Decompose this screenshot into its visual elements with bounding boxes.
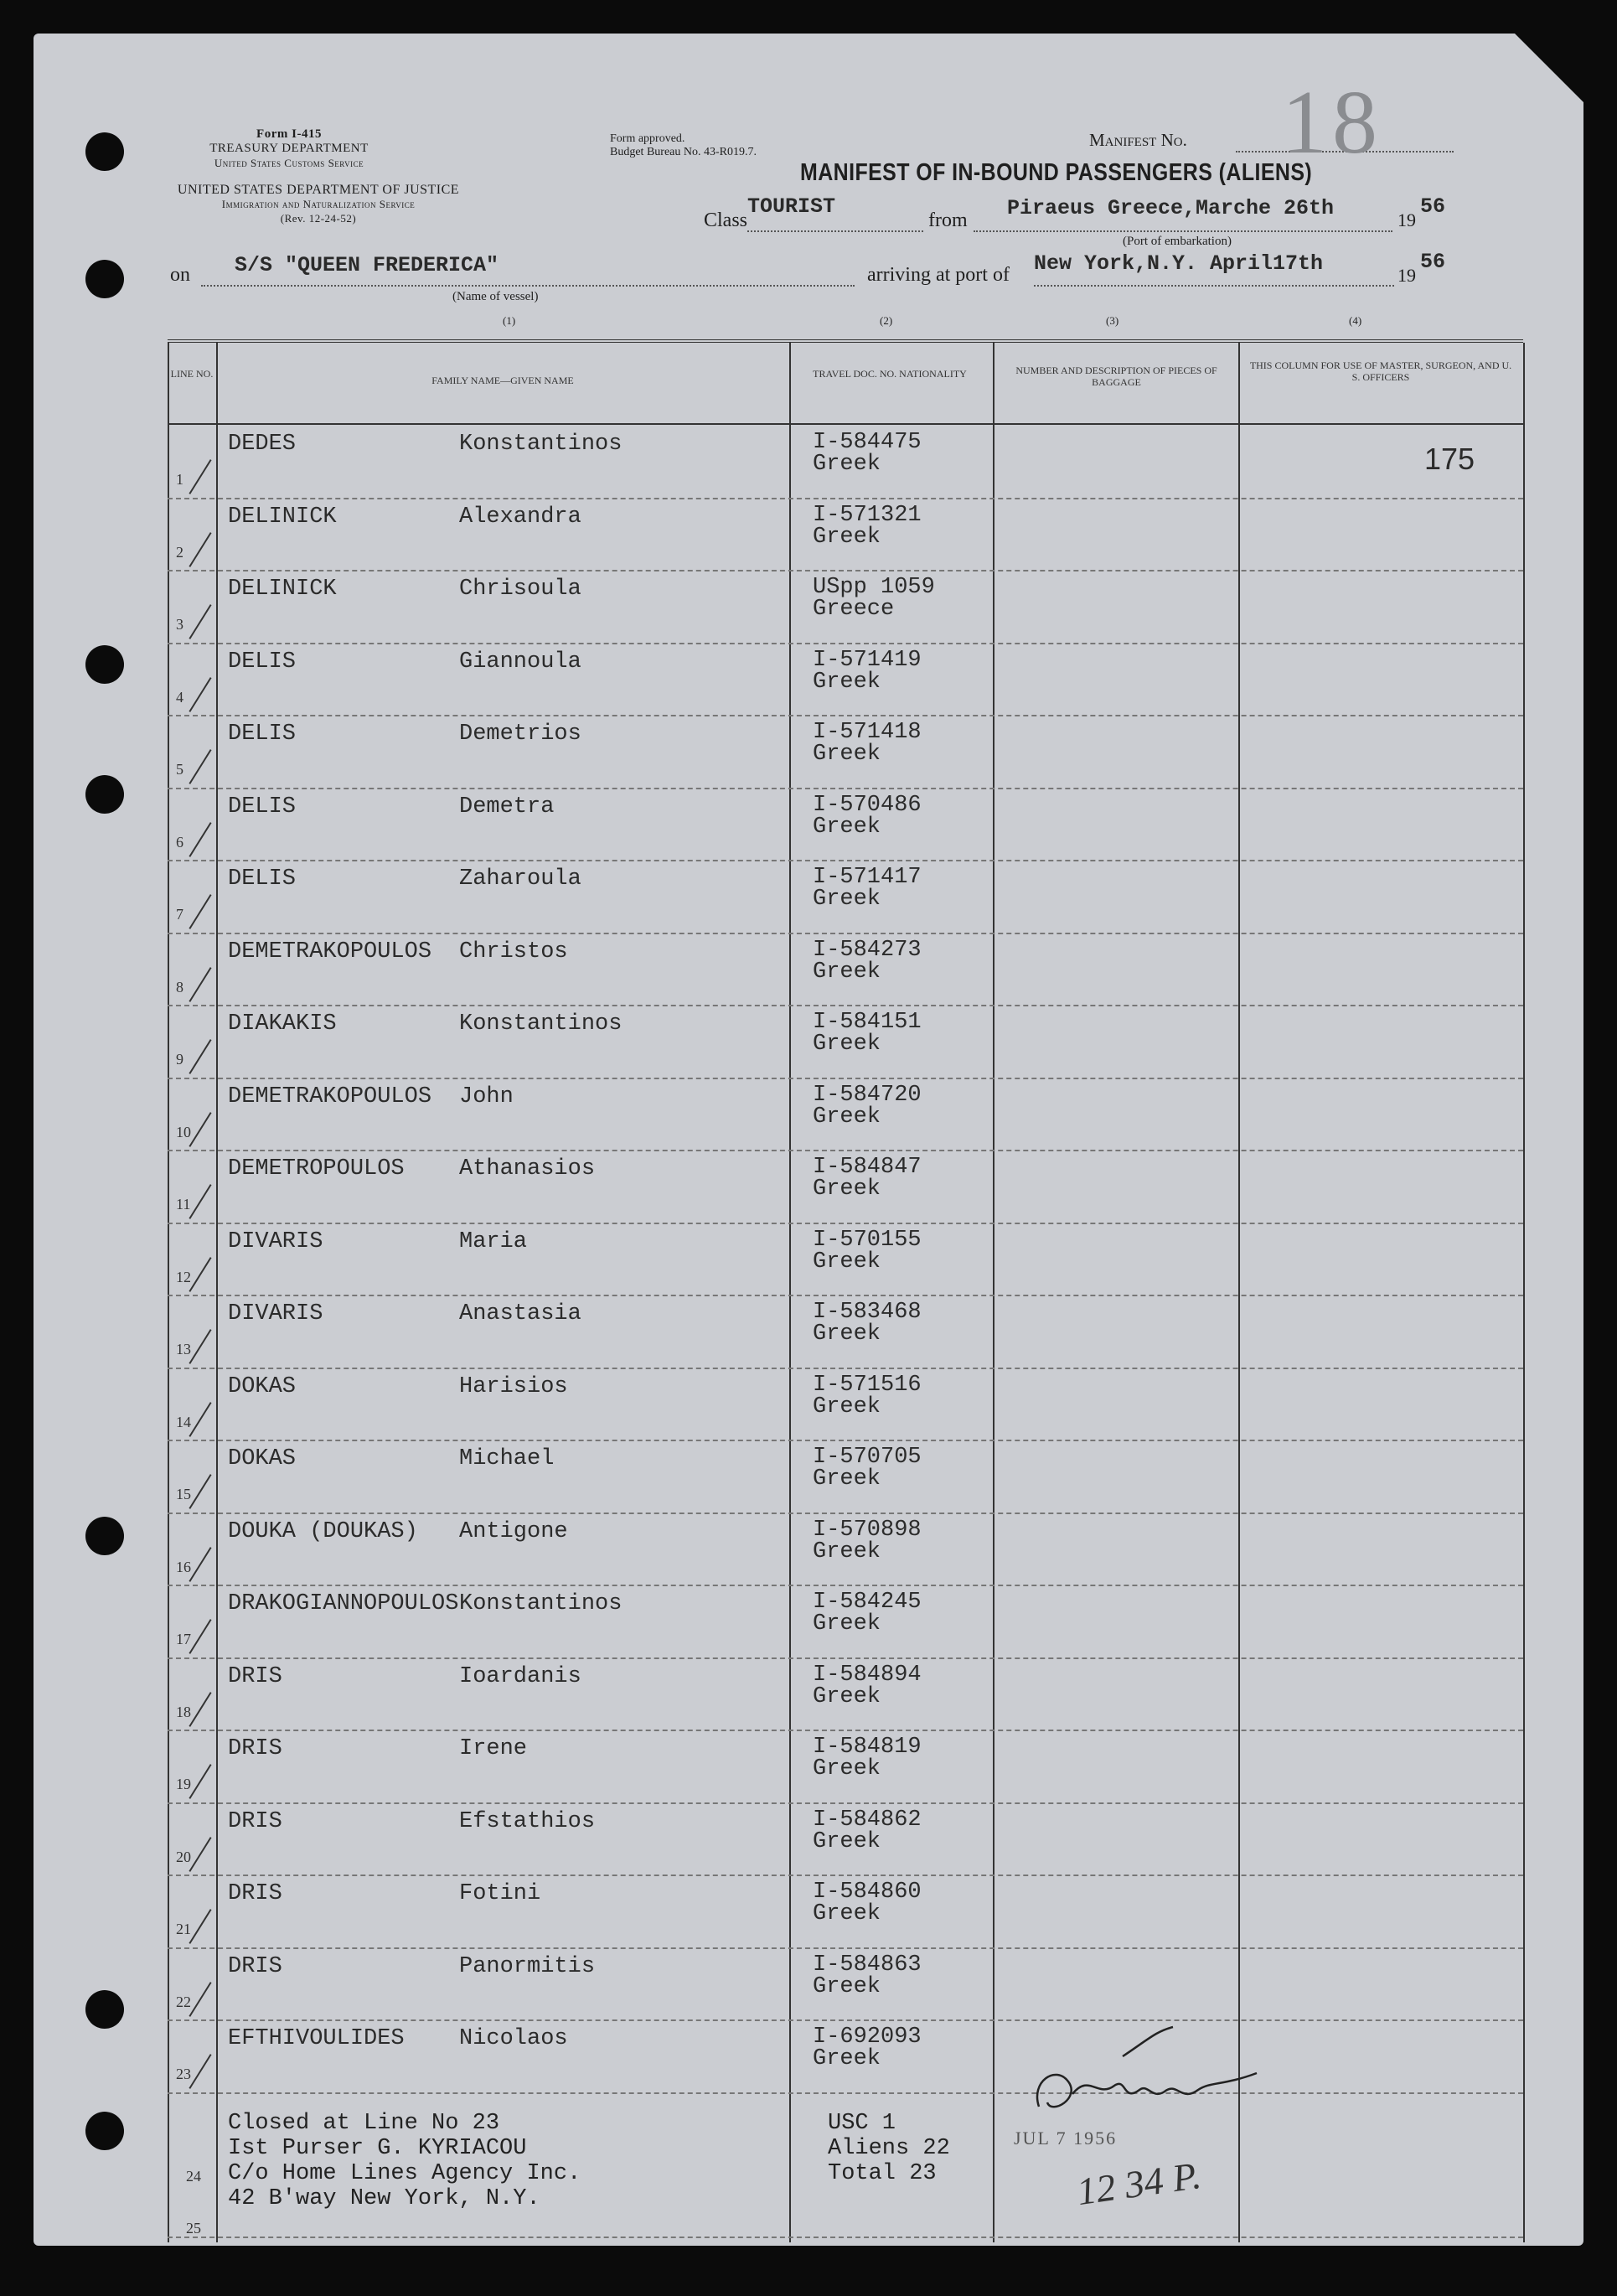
nationality: Greek <box>813 1828 881 1854</box>
punch-hole <box>85 1990 124 2029</box>
nationality: Greek <box>813 1032 881 1057</box>
line-number: 3 <box>176 616 183 633</box>
manifest-no-label: Manifest No. <box>1089 130 1187 150</box>
class-line <box>747 230 923 232</box>
check-mark <box>189 604 211 639</box>
row-separator <box>168 570 1523 571</box>
punch-hole <box>85 1517 124 1555</box>
travel-doc-number: I-571321 <box>813 502 922 528</box>
travel-doc-number: I-692093 <box>813 2025 922 2050</box>
manifest-title: MANIFEST OF IN-BOUND PASSENGERS (ALIENS) <box>800 159 1313 186</box>
given-name: Anastasia <box>459 1301 581 1326</box>
year-prefix-1: 19 <box>1397 209 1416 230</box>
line-number: 5 <box>176 761 183 778</box>
line-number: 20 <box>176 1848 191 1865</box>
nationality: Greece <box>813 597 895 622</box>
check-mark <box>189 822 211 857</box>
torn-corner <box>1511 30 1587 106</box>
col-divider <box>993 343 994 2242</box>
travel-doc-number: I-570898 <box>813 1517 922 1543</box>
col-header-travel-doc: TRAVEL DOC. NO. NATIONALITY <box>813 368 967 380</box>
col-number-2: (2) <box>880 314 893 327</box>
line-number: 10 <box>176 1123 191 1140</box>
check-mark <box>189 1039 211 1074</box>
travel-doc-number: I-571417 <box>813 865 922 890</box>
family-name: EFTHIVOULIDES <box>228 2026 405 2051</box>
given-name: Konstantinos <box>459 1011 623 1037</box>
nationality: Greek <box>813 959 881 985</box>
line-number: 18 <box>176 1703 191 1720</box>
row-separator <box>168 1513 1523 1514</box>
nationality: Greek <box>813 1611 881 1637</box>
date-stamp: JUL 7 1956 <box>1014 2128 1118 2149</box>
closed-line-text: Closed at Line No 23 <box>228 2111 500 2136</box>
family-name: DRIS <box>228 1736 282 1761</box>
given-name: Demetra <box>459 794 555 820</box>
form-approved: Form approved. <box>610 132 685 145</box>
row-separator <box>168 1730 1523 1731</box>
given-name: Michael <box>459 1446 555 1471</box>
line-number: 16 <box>176 1558 191 1575</box>
justice-block <box>168 183 469 225</box>
check-mark <box>189 1837 211 1872</box>
family-name: DOKAS <box>228 1373 297 1399</box>
nationality: Greek <box>813 1104 881 1130</box>
nationality: Greek <box>813 524 881 550</box>
check-mark <box>189 1329 211 1364</box>
col-header-line-no: LINE NO. <box>170 368 214 380</box>
given-name: Chrisoula <box>459 577 581 602</box>
col-number-1: (1) <box>503 314 516 327</box>
nationality: Greek <box>813 887 881 912</box>
family-name: DOKAS <box>228 1446 297 1471</box>
given-name: Christos <box>459 939 568 964</box>
given-name: Efstathios <box>459 1808 596 1834</box>
row-separator <box>168 1078 1523 1079</box>
family-name: DRIS <box>228 1953 282 1979</box>
check-mark <box>189 1112 211 1147</box>
line-number: 9 <box>176 1051 183 1068</box>
check-mark <box>189 1764 211 1799</box>
line-number: 4 <box>176 688 183 706</box>
treasury-dept: TREASURY DEPARTMENT <box>209 142 369 155</box>
line-number: 22 <box>176 1993 191 2010</box>
budget-bureau: Budget Bureau No. 43-R019.7. <box>610 146 757 158</box>
family-name: DELINICK <box>228 577 337 602</box>
check-mark <box>189 2054 211 2089</box>
nationality: Greek <box>813 2046 881 2071</box>
row-separator <box>168 1585 1523 1586</box>
revision-date: (Rev. 12-24-52) <box>280 212 357 225</box>
nationality: Greek <box>813 1538 881 1564</box>
row-separator <box>168 1150 1523 1151</box>
family-name: DEMETRAKOPOULOS <box>228 1083 432 1109</box>
year-value-2: 56 <box>1420 250 1446 274</box>
travel-doc-number: I-584475 <box>813 430 922 455</box>
col-header-baggage: NUMBER AND DESCRIPTION OF PIECES OF BAGGAGE <box>1015 365 1217 388</box>
form-id-block <box>168 127 411 170</box>
arrival-port-value: New York,N.Y. April17th <box>1034 251 1324 276</box>
port-embark-caption: (Port of embarkation) <box>1123 235 1232 248</box>
given-name: John <box>459 1083 514 1109</box>
ins-service: Immigration and Naturalization Service <box>221 198 416 210</box>
usc-count: USC 1 <box>828 2111 896 2136</box>
nationality: Greek <box>813 1321 881 1347</box>
embark-port-value: Piraeus Greece,Marche 26th <box>1007 196 1335 220</box>
line-number: 19 <box>176 1776 191 1792</box>
check-mark <box>189 1547 211 1582</box>
col-header-officers: THIS COLUMN FOR USE OF MASTER, SURGEON, AND U. S. OFFICERS <box>1249 359 1512 383</box>
vessel-line <box>201 285 855 287</box>
punch-hole <box>85 260 124 298</box>
given-name: Konstantinos <box>459 1591 623 1616</box>
col-divider <box>216 343 218 2242</box>
line-number: 7 <box>176 906 183 923</box>
arriving-line <box>1034 285 1394 287</box>
line-number: 24 <box>186 2168 201 2185</box>
travel-doc-number: I-584862 <box>813 1807 922 1833</box>
agency-text: C/o Home Lines Agency Inc. <box>228 2161 581 2186</box>
class-label: Class <box>704 209 748 231</box>
col-divider <box>789 343 791 2242</box>
passenger-table <box>168 339 1523 2242</box>
nationality: Greek <box>813 1901 881 1926</box>
check-mark <box>189 1402 211 1437</box>
row-separator <box>168 498 1523 499</box>
travel-doc-number: I-570705 <box>813 1445 922 1470</box>
justice-dept: UNITED STATES DEPARTMENT OF JUSTICE <box>177 183 460 197</box>
line-number: 1 <box>176 471 183 488</box>
travel-doc-number: I-584819 <box>813 1735 922 1760</box>
class-value: TOURIST <box>747 194 836 219</box>
inspector-signature <box>1022 2023 1273 2123</box>
row-separator <box>168 2019 1523 2021</box>
manifest-sheet <box>34 34 1583 2246</box>
travel-doc-number: I-584847 <box>813 1155 922 1180</box>
given-name: Nicolaos <box>459 2026 568 2051</box>
table-right-border <box>1523 343 1525 2242</box>
travel-doc-number: I-570155 <box>813 1227 922 1253</box>
family-name: DRAKOGIANNOPOULOS <box>228 1591 459 1616</box>
year-value-1: 56 <box>1420 194 1446 219</box>
family-name: DELINICK <box>228 504 337 530</box>
row-separator <box>168 788 1523 789</box>
check-mark <box>189 1184 211 1219</box>
travel-doc-number: I-583468 <box>813 1300 922 1325</box>
travel-doc-number: I-584860 <box>813 1880 922 1905</box>
family-name: DEMETROPOULOS <box>228 1156 405 1182</box>
total-count: Total 23 <box>828 2161 937 2186</box>
line-number: 17 <box>176 1631 191 1647</box>
row-separator <box>168 1223 1523 1224</box>
form-number: Form I-415 <box>256 127 322 141</box>
nationality: Greek <box>813 742 881 767</box>
row-separator <box>168 715 1523 716</box>
punch-hole <box>85 2112 124 2150</box>
row-separator <box>168 1368 1523 1369</box>
punch-hole <box>85 645 124 684</box>
family-name: DIVARIS <box>228 1228 323 1254</box>
row-separator <box>168 2237 1523 2238</box>
travel-doc-number: I-584245 <box>813 1590 922 1615</box>
nationality: Greek <box>813 1973 881 1999</box>
punch-hole <box>85 132 124 171</box>
purser-text: Ist Purser G. KYRIACOU <box>228 2136 527 2161</box>
given-name: Harisios <box>459 1373 568 1399</box>
check-mark <box>189 1619 211 1654</box>
family-name: DELIS <box>228 794 297 820</box>
line-number: 12 <box>176 1268 191 1285</box>
row-separator <box>168 1947 1523 1949</box>
family-name: DEDES <box>228 432 297 457</box>
given-name: Giannoula <box>459 649 581 675</box>
line-number: 14 <box>176 1413 191 1430</box>
nationality: Greek <box>813 1466 881 1492</box>
row-separator <box>168 1802 1523 1804</box>
nationality: Greek <box>813 1176 881 1202</box>
row-separator <box>168 860 1523 861</box>
line-number: 6 <box>176 833 183 851</box>
given-name: Panormitis <box>459 1953 596 1979</box>
line-number: 25 <box>186 2220 201 2237</box>
handwritten-time-note: 12 34 P. <box>1074 2153 1204 2214</box>
given-name: Antigone <box>459 1518 568 1544</box>
aliens-count: Aliens 22 <box>828 2136 950 2161</box>
row-separator <box>168 1005 1523 1006</box>
travel-doc-number: I-571418 <box>813 720 922 745</box>
row-separator <box>168 643 1523 644</box>
approval-block <box>610 132 757 159</box>
col-divider <box>1238 343 1240 2242</box>
given-name: Zaharoula <box>459 866 581 892</box>
given-name: Ioardanis <box>459 1663 581 1689</box>
line-number: 11 <box>176 1196 191 1213</box>
given-name: Konstantinos <box>459 432 623 457</box>
nationality: Greek <box>813 452 881 477</box>
arriving-label: arriving at port of <box>867 264 1010 286</box>
row-separator <box>168 1657 1523 1659</box>
family-name: DIVARIS <box>228 1301 323 1326</box>
vessel-name: S/S "QUEEN FREDERICA" <box>235 253 499 277</box>
on-label: on <box>170 264 190 286</box>
nationality: Greek <box>813 669 881 695</box>
col-number-4: (4) <box>1349 314 1362 327</box>
check-mark <box>189 1474 211 1509</box>
line-number: 8 <box>176 978 183 995</box>
family-name: DELIS <box>228 866 297 892</box>
line-number: 2 <box>176 543 183 561</box>
nationality: Greek <box>813 1249 881 1275</box>
row-separator <box>168 1295 1523 1296</box>
given-name: Demetrios <box>459 721 581 747</box>
row-separator <box>168 1875 1523 1876</box>
check-mark <box>189 1982 211 2017</box>
travel-doc-number: I-584273 <box>813 937 922 963</box>
from-line <box>974 230 1392 232</box>
family-name: DRIS <box>228 1881 282 1906</box>
row-separator <box>168 1440 1523 1441</box>
nationality: Greek <box>813 814 881 840</box>
check-mark <box>189 1257 211 1292</box>
family-name: DEMETRAKOPOULOS <box>228 939 432 964</box>
officer-note: 175 <box>1424 442 1475 476</box>
row-separator <box>168 2092 1523 2094</box>
row-separator <box>168 933 1523 934</box>
year-prefix-2: 19 <box>1397 265 1416 286</box>
travel-doc-number: I-584894 <box>813 1662 922 1688</box>
col-number-3: (3) <box>1106 314 1119 327</box>
family-name: DELIS <box>228 649 297 675</box>
line-number: 13 <box>176 1341 191 1357</box>
vessel-caption: (Name of vessel) <box>452 290 539 303</box>
given-name: Irene <box>459 1736 528 1761</box>
manifest-no-value: 18 <box>1282 73 1382 173</box>
check-mark <box>189 532 211 567</box>
header-bottom-rule <box>168 423 1523 425</box>
travel-doc-number: I-584863 <box>813 1952 922 1978</box>
check-mark <box>189 1692 211 1727</box>
given-name: Fotini <box>459 1881 541 1906</box>
check-mark <box>189 894 211 929</box>
given-name: Maria <box>459 1228 528 1254</box>
nationality: Greek <box>813 1683 881 1709</box>
travel-doc-number: USpp 1059 <box>813 575 935 600</box>
line-number: 15 <box>176 1486 191 1502</box>
check-mark <box>189 967 211 1002</box>
family-name: DIAKAKIS <box>228 1011 337 1037</box>
nationality: Greek <box>813 1756 881 1781</box>
line-number: 23 <box>176 2066 191 2082</box>
travel-doc-number: I-571516 <box>813 1372 922 1398</box>
check-mark <box>189 1909 211 1944</box>
given-name: Athanasios <box>459 1156 596 1182</box>
customs-service: United States Customs Service <box>214 157 364 169</box>
family-name: DELIS <box>228 721 297 747</box>
travel-doc-number: I-584720 <box>813 1082 922 1108</box>
travel-doc-number: I-584151 <box>813 1010 922 1035</box>
address-text: 42 B'way New York, N.Y. <box>228 2186 540 2211</box>
family-name: DRIS <box>228 1663 282 1689</box>
family-name: DRIS <box>228 1808 282 1834</box>
given-name: Alexandra <box>459 504 581 530</box>
line-number: 21 <box>176 1921 191 1937</box>
family-name: DOUKA (DOUKAS) <box>228 1518 418 1544</box>
travel-doc-number: I-570486 <box>813 792 922 818</box>
travel-doc-number: I-571419 <box>813 647 922 673</box>
punch-hole <box>85 775 124 814</box>
check-mark <box>189 677 211 712</box>
table-left-border <box>168 343 169 2242</box>
nationality: Greek <box>813 1394 881 1419</box>
col-header-name: FAMILY NAME—GIVEN NAME <box>431 375 574 386</box>
check-mark <box>189 459 211 494</box>
check-mark <box>189 749 211 784</box>
from-label: from <box>928 209 968 231</box>
